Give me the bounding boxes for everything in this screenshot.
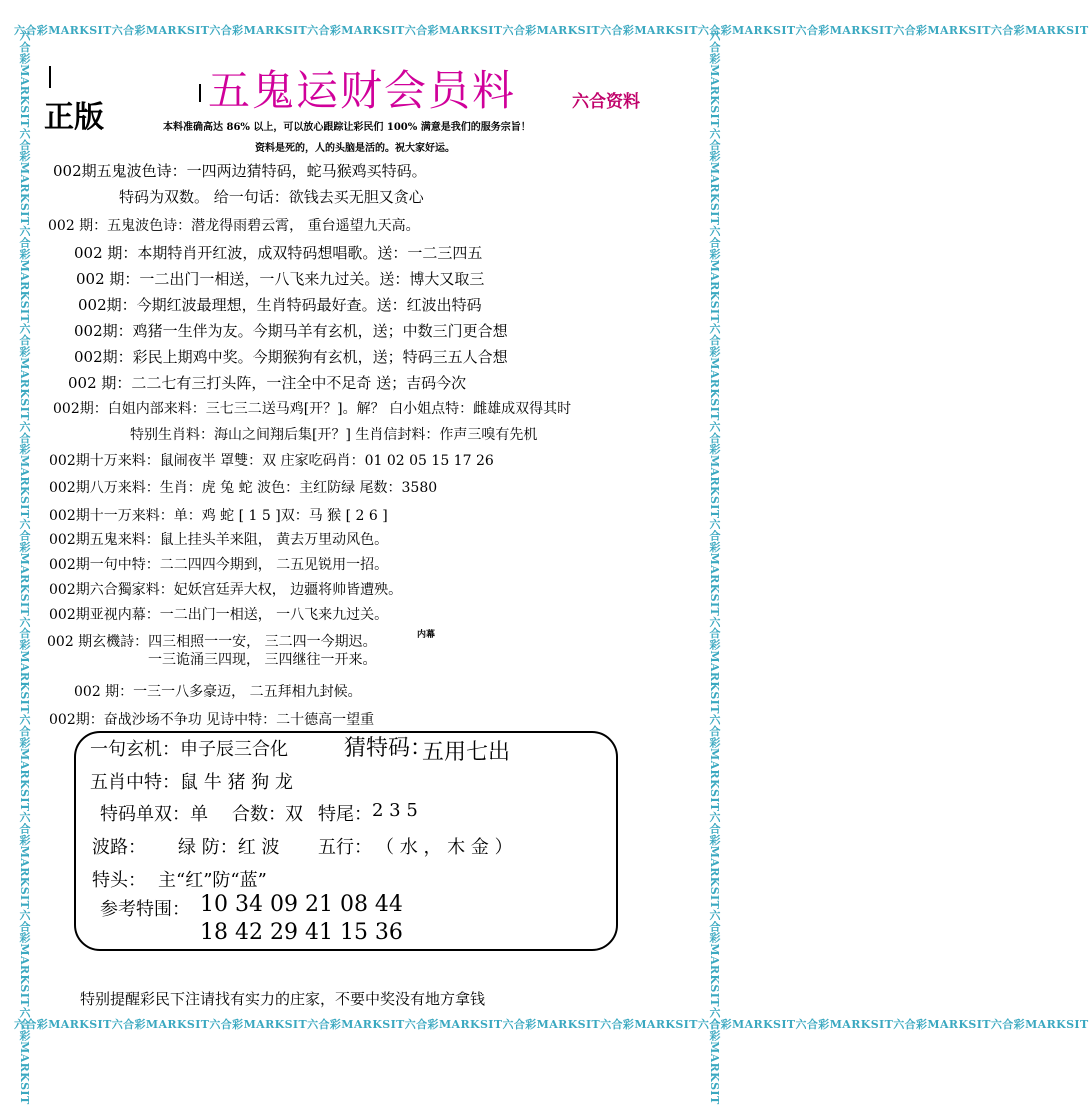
page-title: 五鬼运财会员料 [208,66,517,115]
danshuang-label: 特码单双： [100,804,190,825]
bolu-label: 波路： [92,837,146,858]
text-line: 002期十一万来料：单：鸡 蛇 [ 1 5 ]双：马 猴 [ 2 6 ] [49,508,388,524]
tetou-label: 特头： [92,870,146,891]
text-line: 002期亚视内幕：一二出门一相送， 一八飞来九过关。 [49,607,389,623]
text-line: 002 期玄機詩：四三相照一一安， 三二四一今期迟。 [47,634,377,650]
tewei-label: 特尾： [318,804,372,825]
text-line: 002期六合獨家料：妃妖宫廷弄大权， 边疆将帅皆遭殃。 [49,582,403,598]
wuxiao-value: 鼠 牛 猪 狗 龙 [180,772,293,793]
wuxing-value: （ 水 ， 木 金 ） [376,837,513,858]
text-line: 002期：彩民上期鸡中奖。今期猴狗有玄机，送；特码三五人合想 [74,348,508,366]
text-line: 002期十万来料：鼠闹夜半 罩雙：双 庄家吃码肖：01 02 05 15 17 26 [49,453,494,469]
text-line: 002 期：二二七有三打头阵，一注全中不足奇 送；吉码今次 [68,374,467,392]
text-line: 002期五鬼来料：鼠上挂头羊来阻， 黄去万里动风色。 [49,532,389,548]
danshuang-value: 单 [190,804,208,825]
text-line: 002期八万来料：生肖：虎 兔 蛇 波色：主红防绿 尾数：3580 [49,480,438,496]
heshu-value: 双 [285,804,303,825]
wuxiao-label: 五肖中特： [90,772,180,793]
title-tick-mark [199,84,201,102]
mao-label: 猜特码： [344,736,433,761]
text-line: 特别生肖料：海山之间翔后集[开？] 生肖信封料：作声三嗅有先机 [130,427,538,443]
wuxing-label: 五行： [318,837,372,858]
xuanji-value: 申子辰三合化 [180,739,288,760]
border-right: 六合彩MARKSIT六合彩MARKSIT六合彩MARKSIT六合彩MARKSIT六合彩MARKSIT六合彩MARKSIT六合彩MARKSIT六合彩MARKSIT六合彩MARKSIT六合彩MARKSIT六合彩MARKSIT [708,30,721,1105]
header-note-luck: 资料是死的，人的头脑是活的。祝大家好运。 [255,143,455,154]
bolu-value: 绿 防：红 波 [178,837,280,858]
tag-label: 六合资料 [572,92,640,112]
text-line: 一三诡涌三四现， 三四继往一开来。 [148,652,377,668]
footer-warning: 特别提醒彩民下注请找有实力的庄家，不要中奖没有地方拿钱 [80,990,486,1008]
tetou-value: 主“红”防“蓝” [158,870,267,891]
text-line: 002期：白姐内部来料：三七三二送马鸡[开？]。解？ 白小姐点特：雌雄成双得其时 [53,401,572,417]
insider-tag: 内幕 [417,630,436,640]
text-line: 特码为双数。 给一句话：欲钱去买无胆又贪心 [119,188,424,206]
cankao-label: 参考特围： [100,899,190,920]
cankao-row-2: 18 42 29 41 15 36 [200,920,403,945]
xuanji-label: 一句玄机： [90,739,180,760]
text-line: 002期一句中特：二二四四今期到， 二五见锐用一招。 [49,557,389,573]
border-top: 六合彩MARKSIT六合彩MARKSIT六合彩MARKSIT六合彩MARKSIT六合彩MARKSIT六合彩MARKSIT六合彩MARKSIT六合彩MARKSIT六合彩MARKSIT六合彩MARKSIT六合彩MARKSIT [14,24,1089,37]
edition-label: 正版 [44,100,104,135]
header-note-accuracy: 本料准确高达 86% 以上，可以放心跟踪让彩民们 100% 满意是我们的服务宗旨！ [163,122,531,133]
corner-tick-mark [49,66,51,88]
text-line: 002 期：一三一八多豪迈， 二五拜相九封候。 [74,684,362,700]
tewei-value: 2 3 5 [372,800,418,821]
text-line: 002 期：五鬼波色诗：潜龙得雨碧云霄， 重台遥望九天高。 [48,218,420,234]
text-line: 002期五鬼波色诗：一四两边猜特码，蛇马猴鸡买特码。 [53,162,427,180]
text-line: 002期：鸡猪一生伴为友。今期马羊有玄机，送；中数三门更合想 [74,322,508,340]
heshu-label: 合数： [232,804,286,825]
text-line: 002 期：本期特肖开红波，成双特码想唱歌。送：一二三四五 [74,244,483,262]
mao-value: 五用七出 [422,740,511,765]
text-line: 002期：今期红波最理想，生肖特码最好查。送：红波出特码 [78,296,482,314]
text-line: 002 期：一二出门一相送，一八飞来九过关。送：博大又取三 [76,270,485,288]
border-bottom: 六合彩MARKSIT六合彩MARKSIT六合彩MARKSIT六合彩MARKSIT六合彩MARKSIT六合彩MARKSIT六合彩MARKSIT六合彩MARKSIT六合彩MARKSIT六合彩MARKSIT六合彩MARKSIT [14,1018,1089,1031]
border-left: 六合彩MARKSIT六合彩MARKSIT六合彩MARKSIT六合彩MARKSIT六合彩MARKSIT六合彩MARKSIT六合彩MARKSIT六合彩MARKSIT六合彩MARKSIT六合彩MARKSIT六合彩MARKSIT [18,30,31,1105]
text-line: 002期：奋战沙场不争功 见诗中特：二十德高一望重 [49,712,375,728]
cankao-row-1: 10 34 09 21 08 44 [200,892,403,917]
